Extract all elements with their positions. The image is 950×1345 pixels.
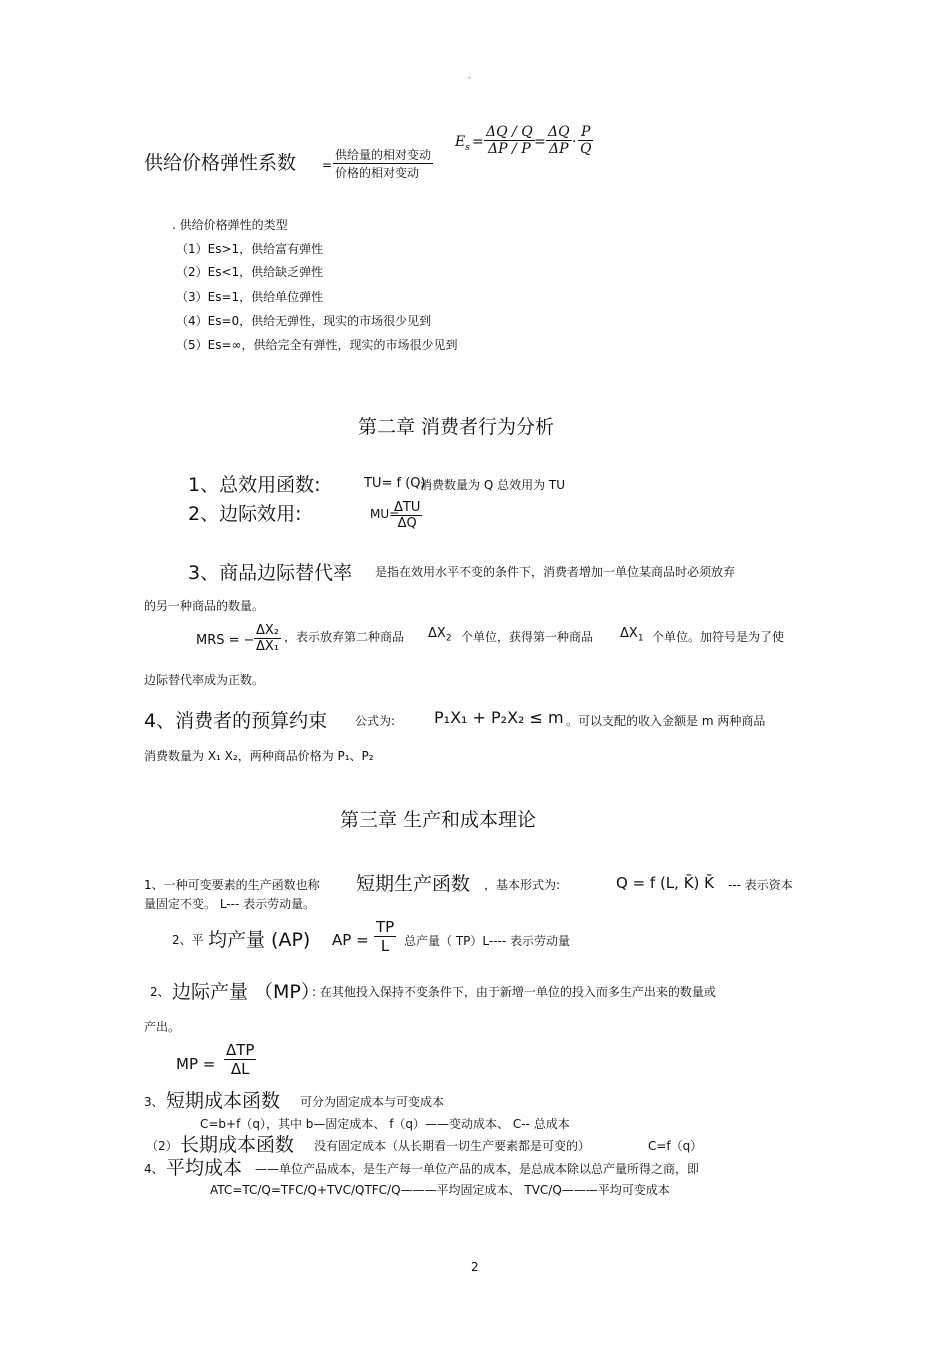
s6-term: 平均成本 [166,1157,243,1179]
ch2-item2-fraction: ΔTU ΔQ [394,500,421,531]
s1-mid: ，基本形式为: [484,878,561,892]
s2-desc: 总产量（ TP）L---- 表示劳动量 [404,934,570,948]
s1-line2: 量固定不变。 L--- 表示劳动量。 [144,897,316,911]
ch2-item4-desc: 。可以支配的收入金额是 m 两种商品 [566,714,766,728]
formula-lhs: $E_s$ [455,134,470,153]
formula-frac-1: $\frac{\Delta Q / Q}{\Delta P / P}$ [486,124,533,157]
s1-term: 短期生产函数 [356,873,471,895]
ap-fraction: $\frac{TP}{L}$ [376,918,395,955]
type-item: （4）Es=0，供给无弹性，现实的市场很少见到 [176,314,432,328]
elasticity-title: 供给价格弹性系数 [144,152,297,174]
s3-line2: 产出。 [144,1020,181,1034]
mrs-lhs: MRS = − [196,633,255,648]
fraction-numerator: 供给量的相对变动 [335,148,432,162]
types-title: . 供给价格弹性的类型 [172,218,288,232]
s6-desc: ——单位产品成本，是生产每一单位产品的成本，是总成本除以总产量所得之商，即 [255,1162,700,1176]
formula-eq-2: = [534,134,546,150]
ch2-item4-desc2: 消费数量为 X₁ X₂，两种商品价格为 P₁、P₂ [144,749,374,763]
type-item: （5）Es=∞，供给完全有弹性，现实的市场很少见到 [176,338,458,352]
chapter3-title: 第三章 生产和成本理论 [340,809,537,831]
ch2-item4-formula-label: 公式为: [355,714,396,728]
ch2-item3-desc: 是指在效用水平不变的条件下，消费者增加一单位某商品时必须放弃 [375,565,736,579]
s6-line2: ATC=TC/Q=TFC/Q+TVC/QTFC/Q———平均固定成本、 TVC/Q———平均可变成本 [210,1183,670,1197]
ch2-item1-label: 1、总效用函数: [188,474,321,496]
s4-line2: C=b+f（q），其中 b—固定成本、 f（q）——变动成本、 C-- 总成本 [200,1117,570,1131]
s1-formula: Q = f (L, K̄) K̄ [616,874,714,892]
ch2-item3-desc2: 的另一种商品的数量。 [144,599,265,613]
s1-post: --- 表示资本 [728,878,793,892]
chapter2-title: 第二章 消费者行为分析 [358,416,555,438]
s3-term: 边际产量 （MP） [172,981,320,1003]
s5-pre: （2） [146,1139,178,1153]
s1-pre: 1、一种可变要素的生产函数也称 [144,878,320,892]
s6-pre: 4、 [144,1162,164,1176]
mrs-fraction: $\frac{\text{ΔX₂}}{\text{ΔX₁}}$ [256,623,280,654]
elasticity-fraction [333,146,433,181]
ch2-item2-lhs: MU= [370,507,400,521]
s3-pre: 2、 [150,985,170,999]
s4-pre: 3、 [144,1095,164,1109]
s5-desc: 没有固定成本（从长期看一切生产要素都是可变的） [314,1139,591,1153]
formula-frac-3: $\frac{P}{Q}$ [580,124,592,157]
fraction-denominator: 价格的相对变动 [333,163,433,181]
mrs-text-1: ，表示放弃第二种商品 [284,630,405,644]
type-item: （3）Es=1，供给单位弹性 [176,290,324,304]
s2-pre: 2、平 [172,933,204,947]
s3-desc: : 在其他投入保持不变条件下，由于新增一单位的投入而多生产出来的数量或 [312,985,716,999]
type-item: （1）Es>1，供给富有弹性 [176,242,324,256]
ch2-item1-formula: TU= f (Q) [364,476,426,491]
mrs-text-3: 个单位。加符号是为了使 [652,630,785,644]
s5-term: 长期成本函数 [180,1134,295,1156]
s4-desc: 可分为固定成本与可变成本 [300,1095,445,1109]
mrs-text-4: 边际替代率成为正数。 [144,673,265,687]
formula-eq-1: = [472,134,484,150]
elasticity-eq: = [322,158,333,172]
ch2-item1-desc: 消费数量为 Q 总效用为 TU [420,478,566,492]
budget-formula: P₁X₁ + P₂X₂ ≤ m [434,708,564,727]
s2-term: 均产量 (AP) [208,929,311,951]
formula-frac-2: $\frac{\Delta Q}{\Delta P}$ [548,124,570,157]
ch2-item3-label: 3、商品边际替代率 [188,562,353,584]
ap-lhs: AP = [332,931,369,949]
s5-formula: C=f（q） [648,1139,703,1153]
mp-fraction: ΔTP ΔL [226,1041,255,1078]
mrs-dx1: $\Delta X_1$ [620,626,644,644]
ch2-item4-label: 4、消费者的预算约束 [144,710,328,732]
type-item: （2）Es<1，供给缺乏弹性 [176,265,324,279]
top-mark: 。 [468,71,476,80]
s4-term: 短期成本函数 [166,1090,281,1112]
mrs-text-2: 个单位，获得第一种商品 [461,630,594,644]
mp-lhs: MP = [176,1055,216,1073]
ch2-item2-label: 2、边际效用: [188,503,302,525]
formula-dot: · [572,134,577,150]
page-number: 2 [471,1260,479,1274]
mrs-dx2: $\Delta X_2$ [428,626,452,644]
